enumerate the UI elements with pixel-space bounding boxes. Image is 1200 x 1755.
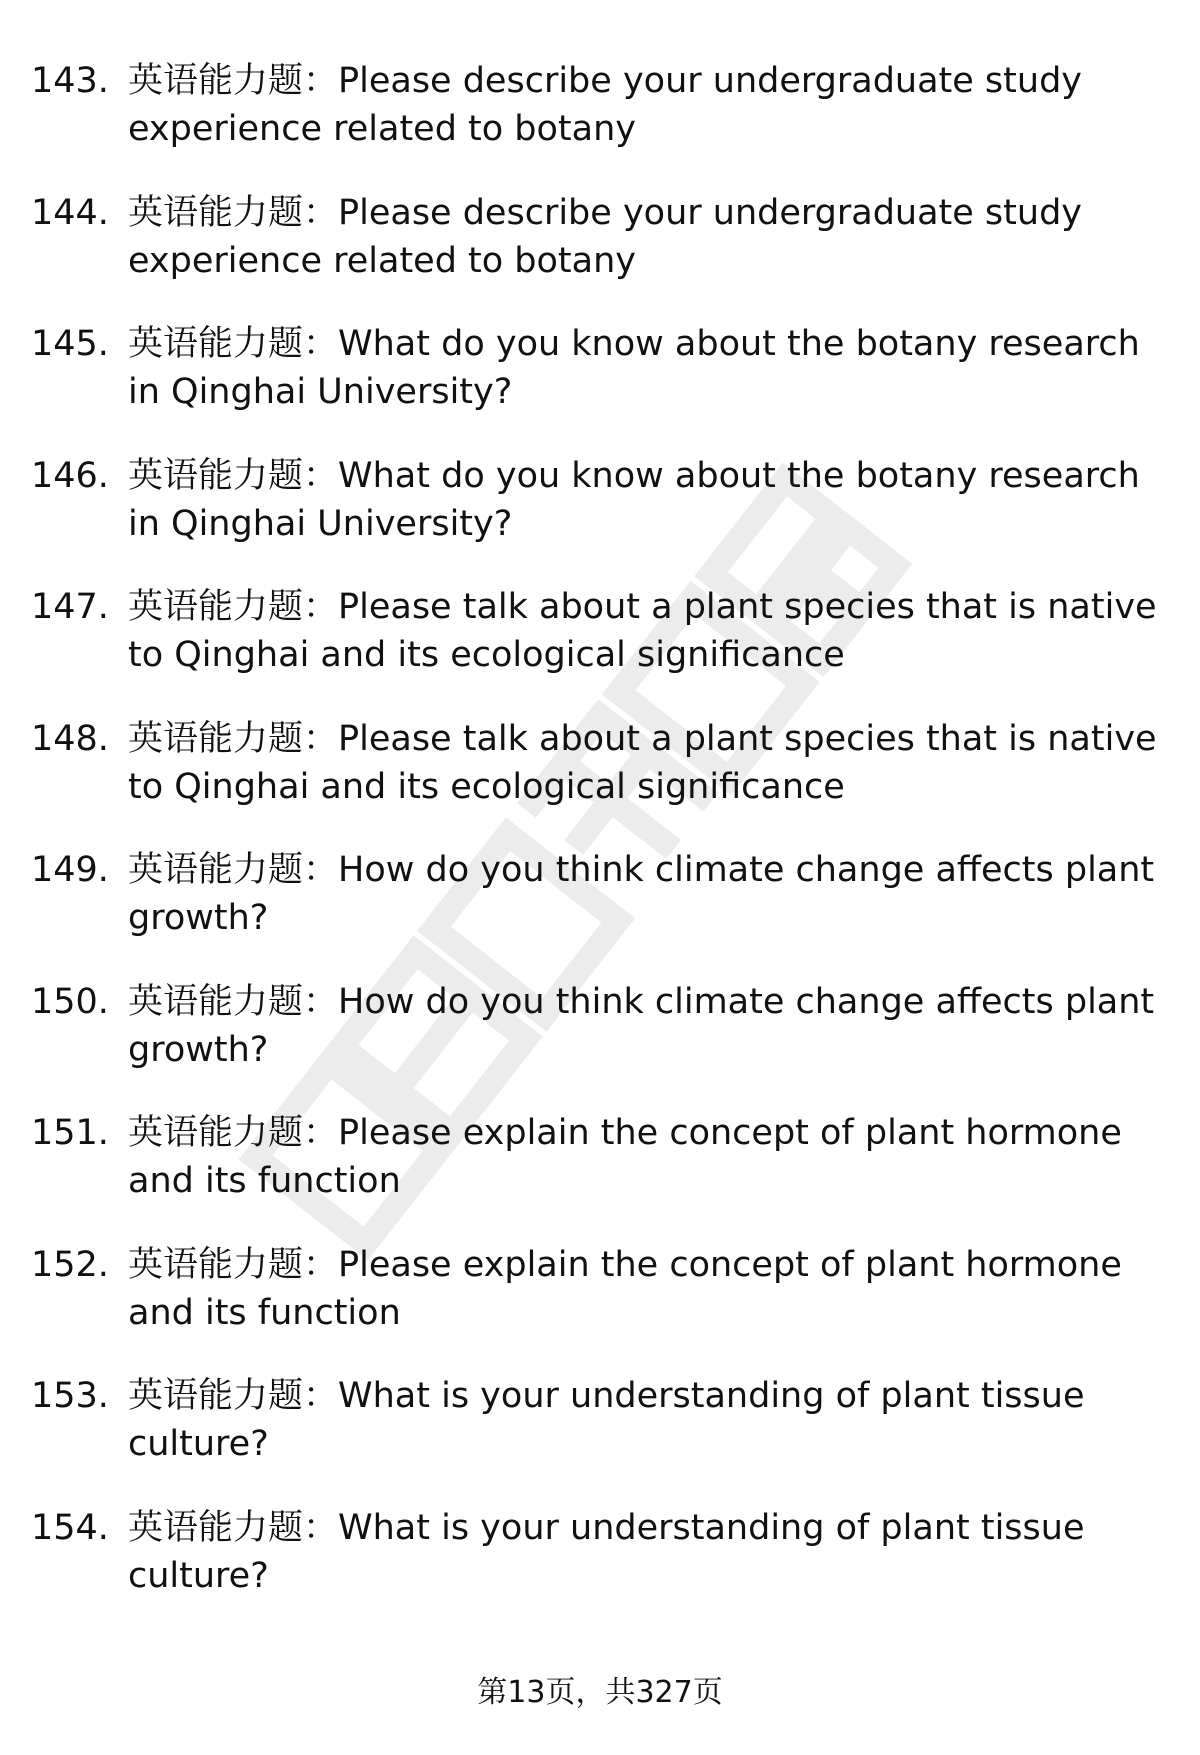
question-number: 143. [31, 61, 109, 101]
question-number: 148. [31, 718, 109, 759]
question-category: 英语能力题： [128, 587, 339, 627]
question-category: 英语能力题： [128, 850, 339, 890]
question-text-block [128, 1241, 1173, 1337]
question-number: 146. [31, 455, 109, 496]
question-text: What is your understanding of plant tissue culture? [128, 1376, 1085, 1464]
question-number: 153. [31, 1376, 109, 1416]
question-category: 英语能力题： [128, 455, 339, 496]
question-text: What do you know about the botany research in Qinghai University? [128, 455, 1140, 544]
question-category: 英语能力题： [128, 718, 339, 759]
question-text: Please explain the concept of plant hormone and its function [128, 1244, 1122, 1333]
question-number: 144. [31, 192, 109, 233]
question-text-block [128, 1504, 1173, 1600]
question-text: Please describe your undergraduate study experience related to botany [128, 61, 1083, 149]
question-text: How do you think climate change affects plant growth? [128, 850, 1155, 938]
question-text-block [128, 320, 1173, 416]
question-text-block [128, 846, 1173, 942]
question-item [0, 1372, 1200, 1504]
question-category: 英语能力题： [128, 1507, 339, 1548]
page-footer: 第13页，共327页 [477, 1675, 723, 1710]
question-item [0, 189, 1200, 321]
question-item [0, 1109, 1200, 1241]
question-text-block [128, 583, 1173, 679]
question-text: What is your understanding of plant tissue culture? [128, 1507, 1085, 1596]
question-number: 151. [31, 1113, 109, 1153]
question-text: Please describe your undergraduate study experience related to botany [128, 192, 1083, 281]
question-text-block [128, 57, 1173, 153]
question-number: 150. [31, 981, 109, 1022]
question-item [0, 320, 1200, 452]
question-number: 149. [31, 850, 109, 890]
question-category: 英语能力题： [128, 61, 339, 101]
question-item [0, 715, 1200, 847]
question-category: 英语能力题： [128, 1376, 339, 1416]
question-number: 145. [31, 324, 109, 364]
question-item [0, 583, 1200, 715]
question-item [0, 978, 1200, 1110]
question-text: Please talk about a plant species that is native to Qinghai and its ecological significance [128, 718, 1157, 807]
question-text-block [128, 452, 1173, 548]
question-text: Please explain the concept of plant hormone and its function [128, 1113, 1122, 1201]
question-number: 154. [31, 1507, 109, 1548]
question-text-block [128, 715, 1173, 811]
question-category: 英语能力题： [128, 192, 339, 233]
question-item [0, 452, 1200, 584]
question-text: How do you think climate change affects plant growth? [128, 981, 1155, 1070]
question-number: 147. [31, 587, 109, 627]
question-text-block [128, 978, 1173, 1074]
question-item [0, 1504, 1200, 1636]
question-item [0, 1241, 1200, 1373]
question-text-block [128, 1372, 1173, 1468]
question-category: 英语能力题： [128, 324, 339, 364]
question-list [0, 57, 1200, 1635]
question-item [0, 846, 1200, 978]
question-text: Please talk about a plant species that is native to Qinghai and its ecological significance [128, 587, 1157, 675]
question-category: 英语能力题： [128, 981, 339, 1022]
question-text-block [128, 1109, 1173, 1205]
question-number: 152. [31, 1244, 109, 1285]
question-item [0, 57, 1200, 189]
question-category: 英语能力题： [128, 1244, 339, 1285]
question-text: What do you know about the botany research in Qinghai University? [128, 324, 1140, 412]
question-text-block [128, 189, 1173, 285]
question-category: 英语能力题： [128, 1113, 339, 1153]
